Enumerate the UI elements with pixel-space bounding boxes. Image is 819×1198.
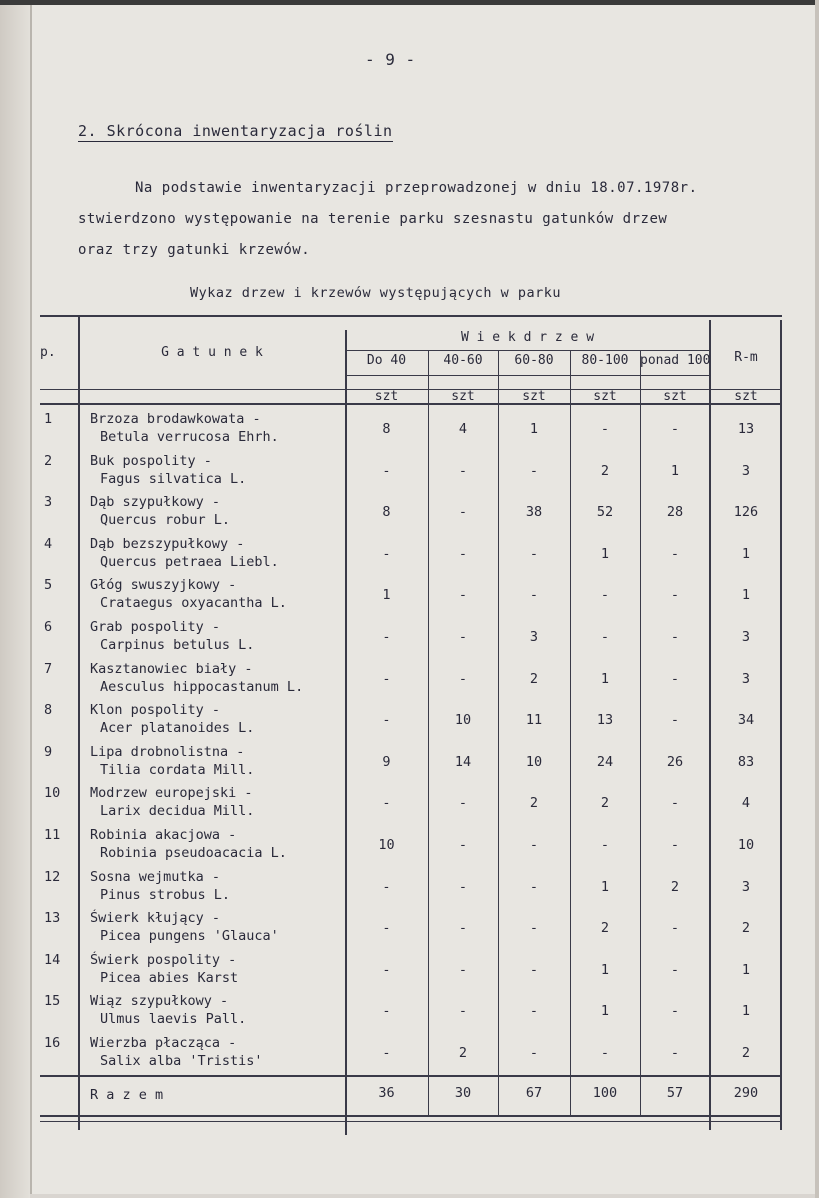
row-number: 15 — [44, 993, 61, 1010]
header-lp: p. — [40, 345, 56, 360]
cell-value: 10 — [525, 753, 543, 770]
cell-value: - — [600, 587, 610, 604]
cell-value: - — [382, 712, 391, 729]
row-number: 6 — [44, 619, 53, 635]
row-number: 9 — [44, 743, 53, 760]
cell-value: - — [529, 462, 539, 479]
species-latin-name: Picea abies Karst — [100, 969, 239, 986]
species-common-name: Klon pospolity - — [90, 702, 221, 719]
cell-value: 26 — [666, 753, 684, 770]
species-latin-name: Aesculus hippocastanum L. — [100, 678, 304, 695]
cell-value: 1 — [741, 1003, 751, 1020]
cell-value: 2 — [600, 795, 610, 812]
species-latin-name: Quercus robur L. — [100, 512, 231, 529]
totals-value: 100 — [592, 1085, 618, 1101]
cell-value: 2 — [741, 920, 751, 937]
cell-value: - — [382, 545, 391, 562]
totals-label: R a z e m — [90, 1087, 164, 1103]
species-common-name: Lipa drobnolistna - — [90, 743, 245, 760]
cell-value: - — [670, 712, 680, 729]
cell-value: - — [382, 629, 391, 645]
totals-value: 36 — [378, 1085, 395, 1101]
row-number: 2 — [44, 452, 53, 469]
cell-value: - — [458, 878, 468, 895]
header-age-col: Do 40 — [366, 353, 407, 368]
species-common-name: Dąb bezszypułkowy - — [90, 535, 245, 552]
header-age-col: ponad 100 — [640, 353, 711, 368]
cell-value: 1 — [670, 462, 680, 479]
cell-value: 4 — [741, 795, 751, 812]
totals-value: 290 — [733, 1085, 759, 1101]
species-common-name: Świerk pospolity - — [90, 951, 237, 968]
header-unit: szt — [734, 389, 758, 404]
species-latin-name: Pinus strobus L. — [100, 886, 231, 903]
cell-value: - — [529, 587, 539, 604]
cell-value: 4 — [458, 421, 468, 437]
cell-value: - — [458, 670, 468, 687]
age-subheader-rule — [345, 375, 710, 376]
cell-value: - — [382, 462, 391, 479]
cell-value: 28 — [666, 504, 684, 521]
cell-value: - — [670, 1045, 680, 1061]
cell-value: - — [529, 920, 539, 937]
species-latin-name: Ulmus laevis Pall. — [100, 1011, 247, 1028]
cell-value: 2 — [670, 878, 680, 895]
species-latin-name: Fagus silvatica L. — [100, 470, 247, 487]
col-rule-lp — [78, 315, 80, 1130]
cell-value: 2 — [529, 670, 539, 687]
cell-value: - — [458, 629, 468, 645]
table-caption: Wykaz drzew i krzewów występujących w parku — [190, 285, 561, 301]
cell-value: 1 — [600, 670, 610, 687]
cell-value: - — [600, 837, 610, 853]
cell-value: - — [670, 837, 680, 853]
cell-value: 2 — [741, 1045, 751, 1061]
row-number: 13 — [44, 910, 61, 927]
cell-value: 13 — [737, 421, 755, 437]
cell-value: - — [529, 545, 539, 562]
cell-value: - — [458, 587, 468, 604]
cell-value: - — [458, 1003, 468, 1020]
header-unit: szt — [522, 389, 546, 404]
cell-value: 10 — [378, 837, 395, 853]
header-age-col: 80-100 — [581, 353, 629, 368]
section-title: 2. Skrócona inwentaryzacja roślin — [78, 122, 393, 140]
cell-value: 1 — [600, 961, 610, 978]
header-unit: szt — [374, 389, 399, 404]
species-common-name: Wiąz szypułkowy - — [90, 993, 229, 1010]
cell-value: 3 — [741, 878, 751, 895]
cell-value: - — [670, 587, 680, 604]
scan-right-edge — [815, 0, 819, 1198]
totals-value: 67 — [525, 1085, 543, 1101]
cell-value: 1 — [741, 545, 751, 562]
age-group-rule — [345, 350, 710, 351]
species-common-name: Wierzba płacząca - — [90, 1035, 237, 1051]
cell-value: 3 — [529, 629, 539, 645]
row-number: 10 — [44, 785, 61, 802]
header-age-col: 40-60 — [443, 353, 483, 368]
species-latin-name: Carpinus betulus L. — [100, 637, 255, 653]
cell-value: - — [382, 1045, 391, 1061]
cell-value: - — [600, 629, 610, 645]
row-number: 1 — [44, 411, 53, 427]
species-latin-name: Acer platanoides L. — [100, 720, 255, 737]
scan-top-edge — [0, 0, 819, 5]
species-latin-name: Quercus petraea Liebl. — [100, 553, 279, 570]
header-species: G a t u n e k — [161, 345, 263, 360]
cell-value: - — [670, 1003, 680, 1020]
cell-value: 2 — [600, 462, 610, 479]
paragraph-line-1: Na podstawie inwentaryzacji przeprowadzonej w dniu 18.07.1978r. — [135, 180, 698, 196]
header-unit: szt — [593, 389, 617, 404]
cell-value: 10 — [454, 712, 472, 729]
cell-value: 3 — [741, 629, 751, 645]
cell-value: - — [529, 1003, 539, 1020]
row-number: 4 — [44, 535, 53, 552]
cell-value: 1 — [600, 878, 610, 895]
species-latin-name: Larix decidua Mill. — [100, 803, 255, 820]
species-latin-name: Betula verrucosa Ehrh. — [100, 429, 279, 445]
cell-value: - — [382, 961, 391, 978]
cell-value: - — [458, 462, 468, 479]
cell-value: - — [458, 545, 468, 562]
species-common-name: Kasztanowiec biały - — [90, 660, 253, 677]
header-age-group: W i e k d r z e w — [460, 330, 595, 345]
species-latin-name: Picea pungens 'Glauca' — [100, 928, 279, 945]
page-number: - 9 - — [365, 50, 416, 69]
cell-value: - — [382, 1003, 391, 1020]
cell-value: 3 — [741, 462, 751, 479]
paragraph-line-2: stwierdzono występowanie na terenie parku szesnastu gatunków drzew — [78, 211, 668, 227]
row-number: 3 — [44, 494, 53, 511]
species-common-name: Robinia akacjowa - — [90, 827, 237, 843]
totals-value: 30 — [454, 1085, 472, 1101]
cell-value: - — [670, 961, 680, 978]
cell-value: - — [382, 670, 391, 687]
species-latin-name: Tilia cordata Mill. — [100, 761, 255, 778]
cell-value: 52 — [596, 504, 614, 521]
totals-double-rule — [40, 1121, 782, 1122]
cell-value: - — [529, 1045, 539, 1061]
cell-value: - — [670, 670, 680, 687]
table-top-rule — [40, 315, 782, 317]
cell-value: - — [670, 795, 680, 812]
binding-margin — [0, 0, 30, 1198]
header-age-col: 60-80 — [514, 353, 554, 368]
cell-value: 9 — [382, 753, 391, 770]
cell-value: 2 — [458, 1045, 468, 1061]
cell-value: - — [382, 920, 391, 937]
cell-value: 10 — [737, 837, 755, 853]
species-common-name: Dąb szypułkowy - — [90, 494, 221, 511]
cell-value: 38 — [525, 504, 543, 521]
cell-value: - — [670, 629, 680, 645]
row-number: 16 — [44, 1035, 61, 1051]
row-number: 7 — [44, 660, 53, 677]
cell-value: - — [600, 421, 610, 437]
paragraph-line-3: oraz trzy gatunki krzewów. — [78, 242, 311, 258]
cell-value: - — [458, 795, 468, 812]
cell-value: 14 — [454, 753, 472, 770]
species-common-name: Świerk kłujący - — [90, 910, 221, 927]
cell-value: 1 — [741, 961, 751, 978]
row-number: 14 — [44, 951, 61, 968]
species-latin-name: Crataegus oxyacantha L. — [100, 595, 287, 612]
row-number: 12 — [44, 868, 61, 885]
cell-value: - — [382, 878, 391, 895]
cell-value: 24 — [596, 753, 614, 770]
cell-value: 2 — [529, 795, 539, 812]
species-latin-name: Robinia pseudoacacia L. — [100, 845, 287, 861]
cell-value: - — [458, 504, 468, 521]
cell-value: 11 — [525, 712, 543, 729]
cell-value: - — [670, 421, 680, 437]
cell-value: 13 — [596, 712, 614, 729]
cell-value: - — [458, 961, 468, 978]
cell-value: - — [529, 961, 539, 978]
cell-value: 3 — [741, 670, 751, 687]
cell-value: 1 — [382, 587, 391, 604]
species-common-name: Modrzew europejski - — [90, 785, 253, 802]
species-common-name: Brzoza brodawkowata - — [90, 411, 261, 427]
cell-value: - — [382, 795, 391, 812]
row-number: 11 — [44, 827, 61, 843]
cell-value: 34 — [737, 712, 755, 729]
species-latin-name: Salix alba 'Tristis' — [100, 1053, 263, 1069]
cell-value: 2 — [600, 920, 610, 937]
cell-value: 8 — [382, 421, 391, 437]
cell-value: - — [670, 545, 680, 562]
cell-value: - — [458, 920, 468, 937]
cell-value: 126 — [733, 504, 759, 521]
header-total: R-m — [734, 350, 758, 365]
cell-value: 1 — [741, 587, 751, 604]
body-bottom-rule — [40, 1075, 782, 1077]
cell-value: - — [529, 878, 539, 895]
cell-value: - — [670, 920, 680, 937]
cell-value: 1 — [529, 421, 539, 437]
header-unit: szt — [663, 389, 687, 404]
species-common-name: Sosna wejmutka - — [90, 868, 221, 885]
species-common-name: Głóg swuszyjkowy - — [90, 577, 237, 594]
cell-value: - — [600, 1045, 610, 1061]
totals-value: 57 — [666, 1085, 684, 1101]
cell-value: 8 — [382, 504, 391, 521]
cell-value: - — [529, 837, 539, 853]
species-common-name: Grab pospolity - — [90, 619, 221, 635]
cell-value: 1 — [600, 545, 610, 562]
species-common-name: Buk pospolity - — [90, 452, 212, 469]
totals-bottom-rule — [40, 1115, 782, 1117]
cell-value: - — [458, 837, 468, 853]
row-number: 5 — [44, 577, 53, 594]
cell-value: 1 — [600, 1003, 610, 1020]
row-number: 8 — [44, 702, 53, 719]
header-unit: szt — [451, 389, 475, 404]
cell-value: 83 — [737, 753, 755, 770]
